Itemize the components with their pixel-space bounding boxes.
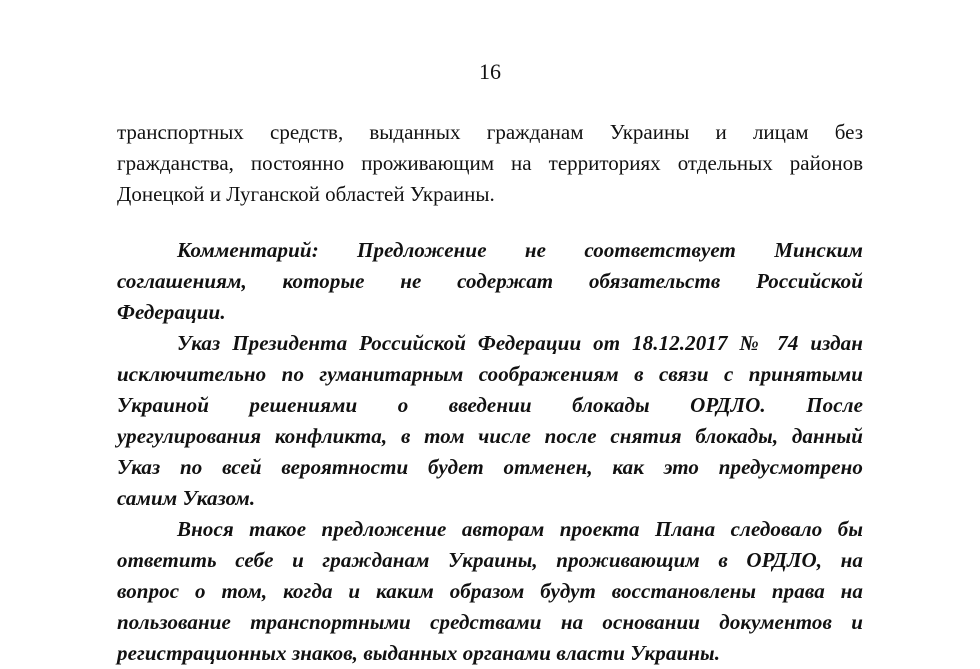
comment-line: Комментарий: Предложение не соответствует Минским [177, 238, 863, 262]
comment-paragraph [117, 514, 863, 669]
comment-paragraph [117, 235, 863, 328]
comment-line: исключительно по гуманитарным соображениям в связи с принятыми [117, 362, 863, 386]
comment-line: Внося такое предложение авторам проекта Плана следовало бы [177, 517, 863, 541]
comment-line: самим Указом. [117, 486, 256, 510]
comment-line: ответить себе и гражданам Украины, проживающим в ОРДЛО, на [117, 548, 863, 572]
comment-line: Федерации. [117, 300, 226, 324]
comment-line: соглашениям, которые не содержат обязательств Российской [117, 269, 863, 293]
comment-line: Указ по всей вероятности будет отменен, как это предусмотрено [117, 455, 863, 479]
comment-line: Указ Президента Российской Федерации от 18.12.2017 № 74 издан [177, 331, 863, 355]
comment-section [117, 235, 863, 669]
page-number: 16 [479, 59, 501, 84]
body-paragraph [117, 117, 863, 210]
body-line: Донецкой и Луганской областей Украины. [117, 182, 495, 206]
comment-paragraph [117, 328, 863, 514]
comment-line: урегулирования конфликта, в том числе после снятия блокады, данный [117, 424, 863, 448]
comment-line: Украиной решениями о введении блокады ОРДЛО. После [117, 393, 863, 417]
comment-line: пользование транспортными средствами на основании документов и [117, 610, 863, 634]
body-line: гражданства, постоянно проживающим на территориях отдельных районов [117, 151, 863, 175]
comment-line: регистрационных знаков, выданных органами власти Украины. [117, 641, 721, 665]
body-line: транспортных средств, выданных гражданам Украины и лицам без [117, 120, 863, 144]
comment-line: вопрос о том, когда и каким образом будут восстановлены права на [117, 579, 863, 603]
